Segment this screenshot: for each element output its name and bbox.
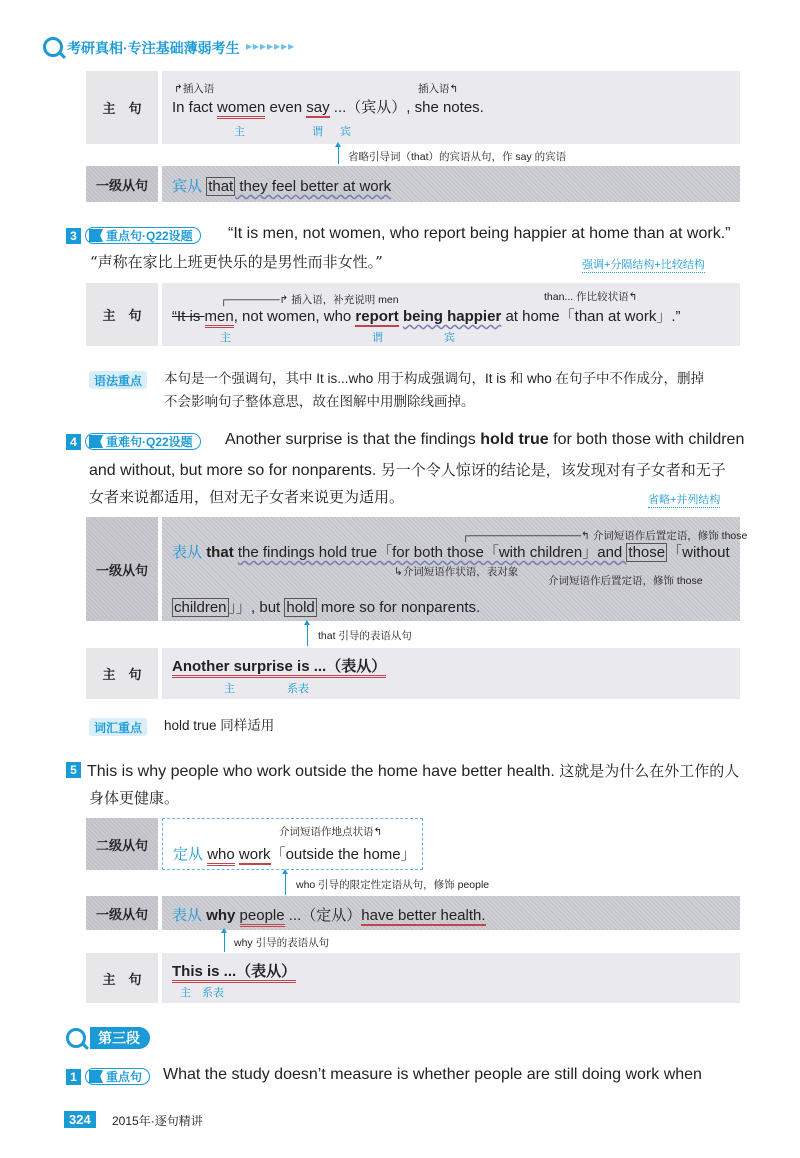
- main-clause-label: 主 句: [86, 953, 158, 1003]
- than-note: than... 作比较状语↰: [544, 291, 638, 303]
- subclause-1-box: [162, 896, 740, 930]
- flag-icon: [89, 229, 103, 242]
- magnifier-section-icon: [66, 1028, 86, 1048]
- role-link: 系表: [287, 683, 309, 695]
- subclause-1-label: 一级从句: [86, 896, 158, 930]
- role-object: 宾: [444, 332, 455, 344]
- key-sentence-tag: 重点句: [85, 1068, 150, 1085]
- main-clause-box: [162, 953, 740, 1003]
- link-arrow: [224, 932, 225, 952]
- sentence-zh-line2: 身体更健康。: [89, 789, 180, 807]
- header-title: 考研真相·专注基础薄弱考生: [67, 40, 240, 56]
- item-number: 1: [66, 1069, 81, 1085]
- structure-tag: 强调+分隔结构+比较结构: [582, 256, 705, 273]
- key-sentence-tag: 重点句·Q22设题: [85, 227, 201, 244]
- role-subject: 主: [180, 987, 191, 999]
- link-note-2: why 引导的表语从句: [234, 937, 330, 949]
- page-number: 324: [64, 1111, 96, 1128]
- subclause-1-sentence: 表从 why people ...（定从）have better health.: [172, 904, 486, 925]
- main-sentence: “It is men, not women, who report being happier at home「than at work」.”: [172, 305, 681, 326]
- insert-note-left: ↱插入语: [174, 83, 215, 95]
- link-note: that 引导的表语从句: [318, 630, 412, 642]
- subclause-2-box: [162, 818, 423, 870]
- main-clause-label: 主 句: [86, 648, 158, 699]
- main-sentence: Another surprise is ...（表从）: [172, 655, 386, 676]
- item-number: 4: [66, 434, 81, 450]
- main-clause-label: 主 句: [86, 283, 158, 346]
- role-subject: 主: [220, 332, 231, 344]
- sentence-en: “It is men, not women, who report being happier at home than at work.”: [228, 225, 731, 242]
- sentence-en: What the study doesn’t measure is whether people are still doing work when: [163, 1066, 702, 1083]
- place-adv-note: 介词短语作地点状语↰: [279, 826, 383, 838]
- difficult-sentence-tag: 重难句·Q22设题: [85, 433, 201, 450]
- main-clause-label: 主 句: [86, 71, 158, 144]
- grammar-point-line2: 不会影响句子整体意思，故在图解中用删除线画掉。: [164, 394, 475, 409]
- subclause-line2: children 」」, but hold more so for nonparents.: [174, 599, 481, 616]
- subclause-1-label: 一级从句: [86, 517, 158, 621]
- main-sentence: In fact women even say ...（宾从）, she notes.: [172, 96, 484, 117]
- sentence-en-line1: Another surprise is that the findings hold true for both those with children: [225, 431, 745, 448]
- header-arrows: ▸▸▸▸▸▸▸: [246, 39, 296, 53]
- sentence-en: This is why people who work outside the home have better health. 这就是为什么在外工作的人: [87, 762, 740, 780]
- link-arrow: [338, 146, 339, 164]
- role-verb: 谓: [312, 126, 323, 138]
- link-arrow: [307, 624, 308, 646]
- flag-icon: [89, 1070, 103, 1083]
- main-clause-box: [162, 71, 740, 144]
- link-note: 省略引导词（that）的宾语从句，作 say 的宾语: [348, 151, 567, 163]
- grammar-point-label: 语法重点: [89, 371, 147, 389]
- footer-title: 2015年·逐句精讲: [112, 1114, 203, 1128]
- main-clause-box: [162, 283, 740, 346]
- grammar-point-line1: 本句是一个强调句，其中 It is...who 用于构成强调句，It is 和 who 在句子中不作成分，删掉: [164, 371, 705, 386]
- subclause-2-label: 二级从句: [86, 818, 158, 870]
- role-subject: 主: [234, 126, 245, 138]
- role-object: 宾: [340, 126, 351, 138]
- link-arrow: [285, 873, 286, 895]
- item-number: 5: [66, 762, 81, 778]
- role-verb: 谓: [372, 332, 383, 344]
- subclause-1-label: 一级从句: [86, 166, 158, 202]
- sentence-en-line2: and without, but more so for nonparents. 另一个令人惊讶的结论是，该发现对有子女者和无子: [89, 461, 726, 479]
- vocab-point-text: hold true 同样适用: [164, 718, 275, 733]
- flag-icon: [89, 435, 103, 448]
- insert-note: ┌───────↱ 插入语，补充说明 men: [220, 294, 399, 306]
- attr-note-2: 介词短语作后置定语，修饰 those: [548, 575, 703, 587]
- subclause-1-box: [162, 517, 748, 621]
- link-note-1: who 引导的限定性定语从句，修饰 people: [296, 879, 490, 891]
- subclause-line1: 表从 that the findings hold true「for both those「with children」and those 「without: [172, 544, 730, 561]
- subclause-1-box: [162, 166, 740, 202]
- role-subject: 主: [224, 683, 235, 695]
- insert-note-right: 插入语↰: [418, 83, 459, 95]
- adv-note: ↳介词短语作状语，表对象: [394, 566, 519, 578]
- structure-tag: 省略+并列结构: [648, 491, 720, 508]
- subclause-2-sentence: 定从 who work「outside the home」: [173, 843, 416, 864]
- main-sentence: This is ...（表从）: [172, 960, 296, 981]
- subclause-sentence: 宾从 that they feel better at work: [172, 178, 392, 195]
- magnifier-logo-icon: [43, 37, 63, 57]
- item-number: 3: [66, 228, 81, 244]
- section-title: 第三段: [90, 1027, 150, 1049]
- role-link: 系表: [202, 987, 224, 999]
- sentence-zh-line3: 女者来说都适用，但对无子女者来说更为适用。: [89, 488, 405, 506]
- sentence-zh: “声称在家比上班更快乐的是男性而非女性。”: [90, 253, 383, 271]
- main-clause-box: [162, 648, 740, 699]
- attr-note-1: ┌───────────────↰ 介词短语作后置定语，修饰 those: [462, 530, 748, 542]
- vocab-point-label: 词汇重点: [89, 718, 147, 736]
